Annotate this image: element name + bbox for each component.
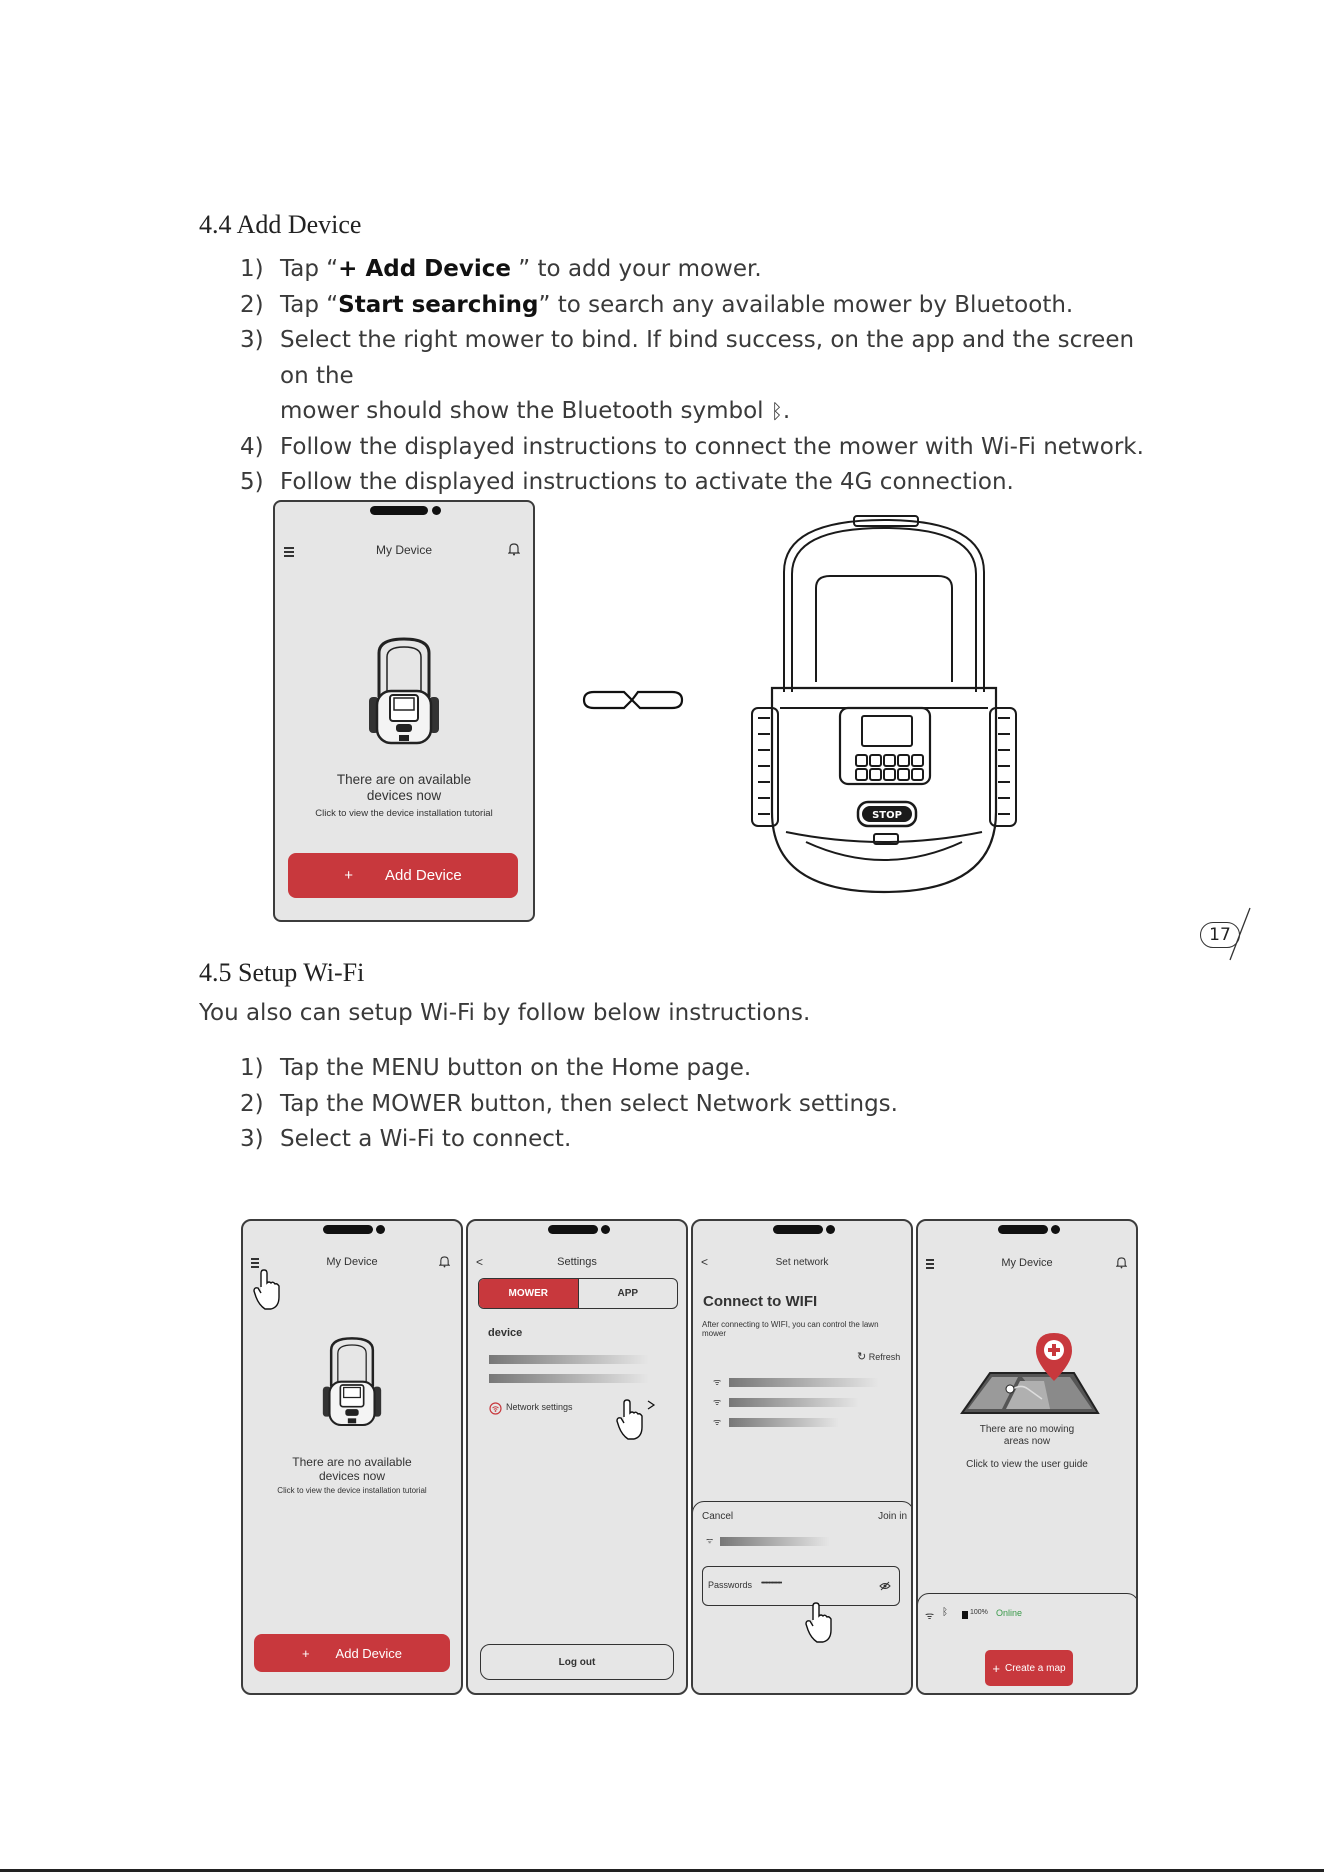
wifi-network-item[interactable] [729, 1398, 859, 1407]
tap-hand-icon [253, 1269, 283, 1311]
tab-app[interactable]: APP [578, 1279, 678, 1308]
add-device-button[interactable]: + Add Device [254, 1634, 450, 1672]
tutorial-link[interactable]: Click to view the device installation tutorial [277, 1486, 427, 1495]
connect-wifi-description: After connecting to WIFI, you can control the lawn mower [702, 1320, 879, 1338]
screen-title: My Device [1001, 1257, 1053, 1269]
bell-icon[interactable] [439, 1255, 450, 1268]
tab-mower[interactable]: MOWER [479, 1279, 578, 1308]
page-number: 17 [1200, 922, 1240, 948]
phone-notch [773, 1225, 823, 1234]
step-item: 5) Follow the displayed instructions to activate the 4G connection. [240, 469, 1014, 495]
section-title-setup-wifi: 4.5 Setup Wi-Fi [199, 958, 365, 987]
tap-hand-icon [803, 1602, 837, 1644]
phone-camera [1051, 1225, 1060, 1234]
phone-camera [826, 1225, 835, 1234]
empty-state-line1: There are no mowing [979, 1424, 1075, 1435]
screen-title: Settings [557, 1256, 597, 1268]
add-device-button[interactable]: + Add Device [288, 853, 518, 898]
plus-icon: + [301, 1645, 310, 1661]
map-pin-illustration [958, 1329, 1102, 1425]
device-section-label: device [488, 1327, 523, 1339]
wifi-network-item[interactable] [729, 1378, 879, 1387]
connect-wifi-heading: Connect to WIFI [703, 1293, 818, 1310]
step-item: 3) Select the right mower to bind. If bind success, on the app and the screen on the [240, 327, 1135, 389]
stop-label: STOP [872, 810, 902, 821]
mower-illustration [750, 512, 1018, 896]
cancel-button[interactable]: Cancel [702, 1511, 734, 1522]
screen-settings [466, 1219, 688, 1695]
wifi-network-item[interactable] [729, 1418, 839, 1427]
screen-my-device [241, 1219, 463, 1695]
refresh-link[interactable]: ↻ Refresh [857, 1351, 901, 1363]
phone-notch [370, 506, 428, 515]
battery-icon [962, 1611, 968, 1619]
step-item: mower should show the Bluetooth symbol ᛒ. [280, 398, 791, 424]
create-map-button[interactable]: + Create a map [985, 1650, 1073, 1686]
password-field[interactable] [702, 1566, 900, 1606]
link-icon [582, 688, 684, 712]
join-network-sheet [692, 1501, 913, 1695]
phone-camera [601, 1225, 610, 1234]
section-intro: You also can setup Wi-Fi by follow below instructions. [199, 1000, 811, 1026]
wifi-steps [240, 1051, 1140, 1158]
wifi-icon: ᯤ [713, 1397, 722, 1407]
join-button[interactable]: Join in [878, 1511, 907, 1522]
step-item: 2) Tap “Start searching” to search any available mower by Bluetooth. [240, 291, 1074, 318]
status-sheet [917, 1593, 1138, 1695]
user-guide-link[interactable]: Click to view the user guide [966, 1459, 1088, 1470]
settings-tabs [478, 1278, 678, 1309]
bell-icon[interactable] [508, 542, 520, 556]
wifi-icon: ᯤ [713, 1417, 722, 1427]
empty-state-line2: areas now [1003, 1436, 1051, 1447]
empty-state-line1: There are no available [292, 1455, 412, 1469]
step-item: 2) Tap the MOWER button, then select Network settings. [240, 1090, 898, 1117]
empty-state-line2: devices now [318, 1469, 386, 1483]
empty-state-line1: There are on available [336, 772, 472, 787]
phone-camera [432, 506, 441, 515]
password-label: Passwords [708, 1580, 753, 1590]
step-item: 1) Tap “+ Add Device ” to add your mower. [240, 256, 762, 282]
phone-notch [323, 1225, 373, 1234]
screen-my-device-map [916, 1219, 1138, 1695]
back-icon[interactable]: < [476, 1255, 484, 1269]
online-status: Online [996, 1608, 1023, 1618]
back-icon[interactable]: < [701, 1255, 709, 1269]
bell-icon[interactable] [1116, 1256, 1127, 1269]
battery-level: 100% [970, 1609, 988, 1616]
tap-hand-icon [616, 1397, 658, 1443]
phone-my-device [273, 500, 535, 922]
add-device-steps [240, 252, 1160, 501]
wifi-icon: ᯤ [706, 1536, 714, 1545]
phone-notch [998, 1225, 1048, 1234]
wifi-status-icon: ᯤ [925, 1611, 935, 1622]
phone-title: My Device [375, 543, 432, 557]
empty-state-line2: devices now [366, 788, 442, 803]
step-item: 3) Select a Wi-Fi to connect. [240, 1126, 572, 1152]
logout-button[interactable]: Log out [480, 1644, 674, 1680]
phone-camera [376, 1225, 385, 1234]
password-mask: •••••••••••••• [761, 1580, 782, 1587]
wifi-settings-icon [489, 1402, 502, 1415]
refresh-icon: ↻ [857, 1351, 867, 1363]
mower-icon [317, 1335, 387, 1435]
step-item: 4) Follow the displayed instructions to connect the mower with Wi-Fi network. [240, 433, 1144, 460]
tutorial-link[interactable]: Click to view the device installation tutorial [315, 808, 493, 819]
plus-icon: + [344, 867, 354, 884]
bluetooth-icon: ᛒ [770, 399, 783, 423]
section-title-add-device: 4.4 Add Device [199, 210, 362, 239]
page-number-slash [1228, 906, 1252, 962]
bluetooth-icon: ᛒ [942, 1607, 948, 1618]
screen-title: My Device [326, 1256, 378, 1268]
hide-password-icon[interactable] [879, 1581, 891, 1591]
screen-title: Set network [775, 1257, 829, 1268]
plus-icon: + [992, 1660, 1000, 1676]
network-settings-item[interactable]: Network settings [506, 1402, 573, 1412]
device-row-placeholder [489, 1355, 649, 1364]
wifi-icon: ᯤ [713, 1377, 722, 1387]
mower-icon [363, 635, 445, 755]
phone-notch [548, 1225, 598, 1234]
selected-network [720, 1537, 830, 1546]
device-row-placeholder [489, 1374, 649, 1383]
screen-set-network [691, 1219, 913, 1695]
step-item: 1) Tap the MENU button on the Home page. [240, 1055, 752, 1081]
